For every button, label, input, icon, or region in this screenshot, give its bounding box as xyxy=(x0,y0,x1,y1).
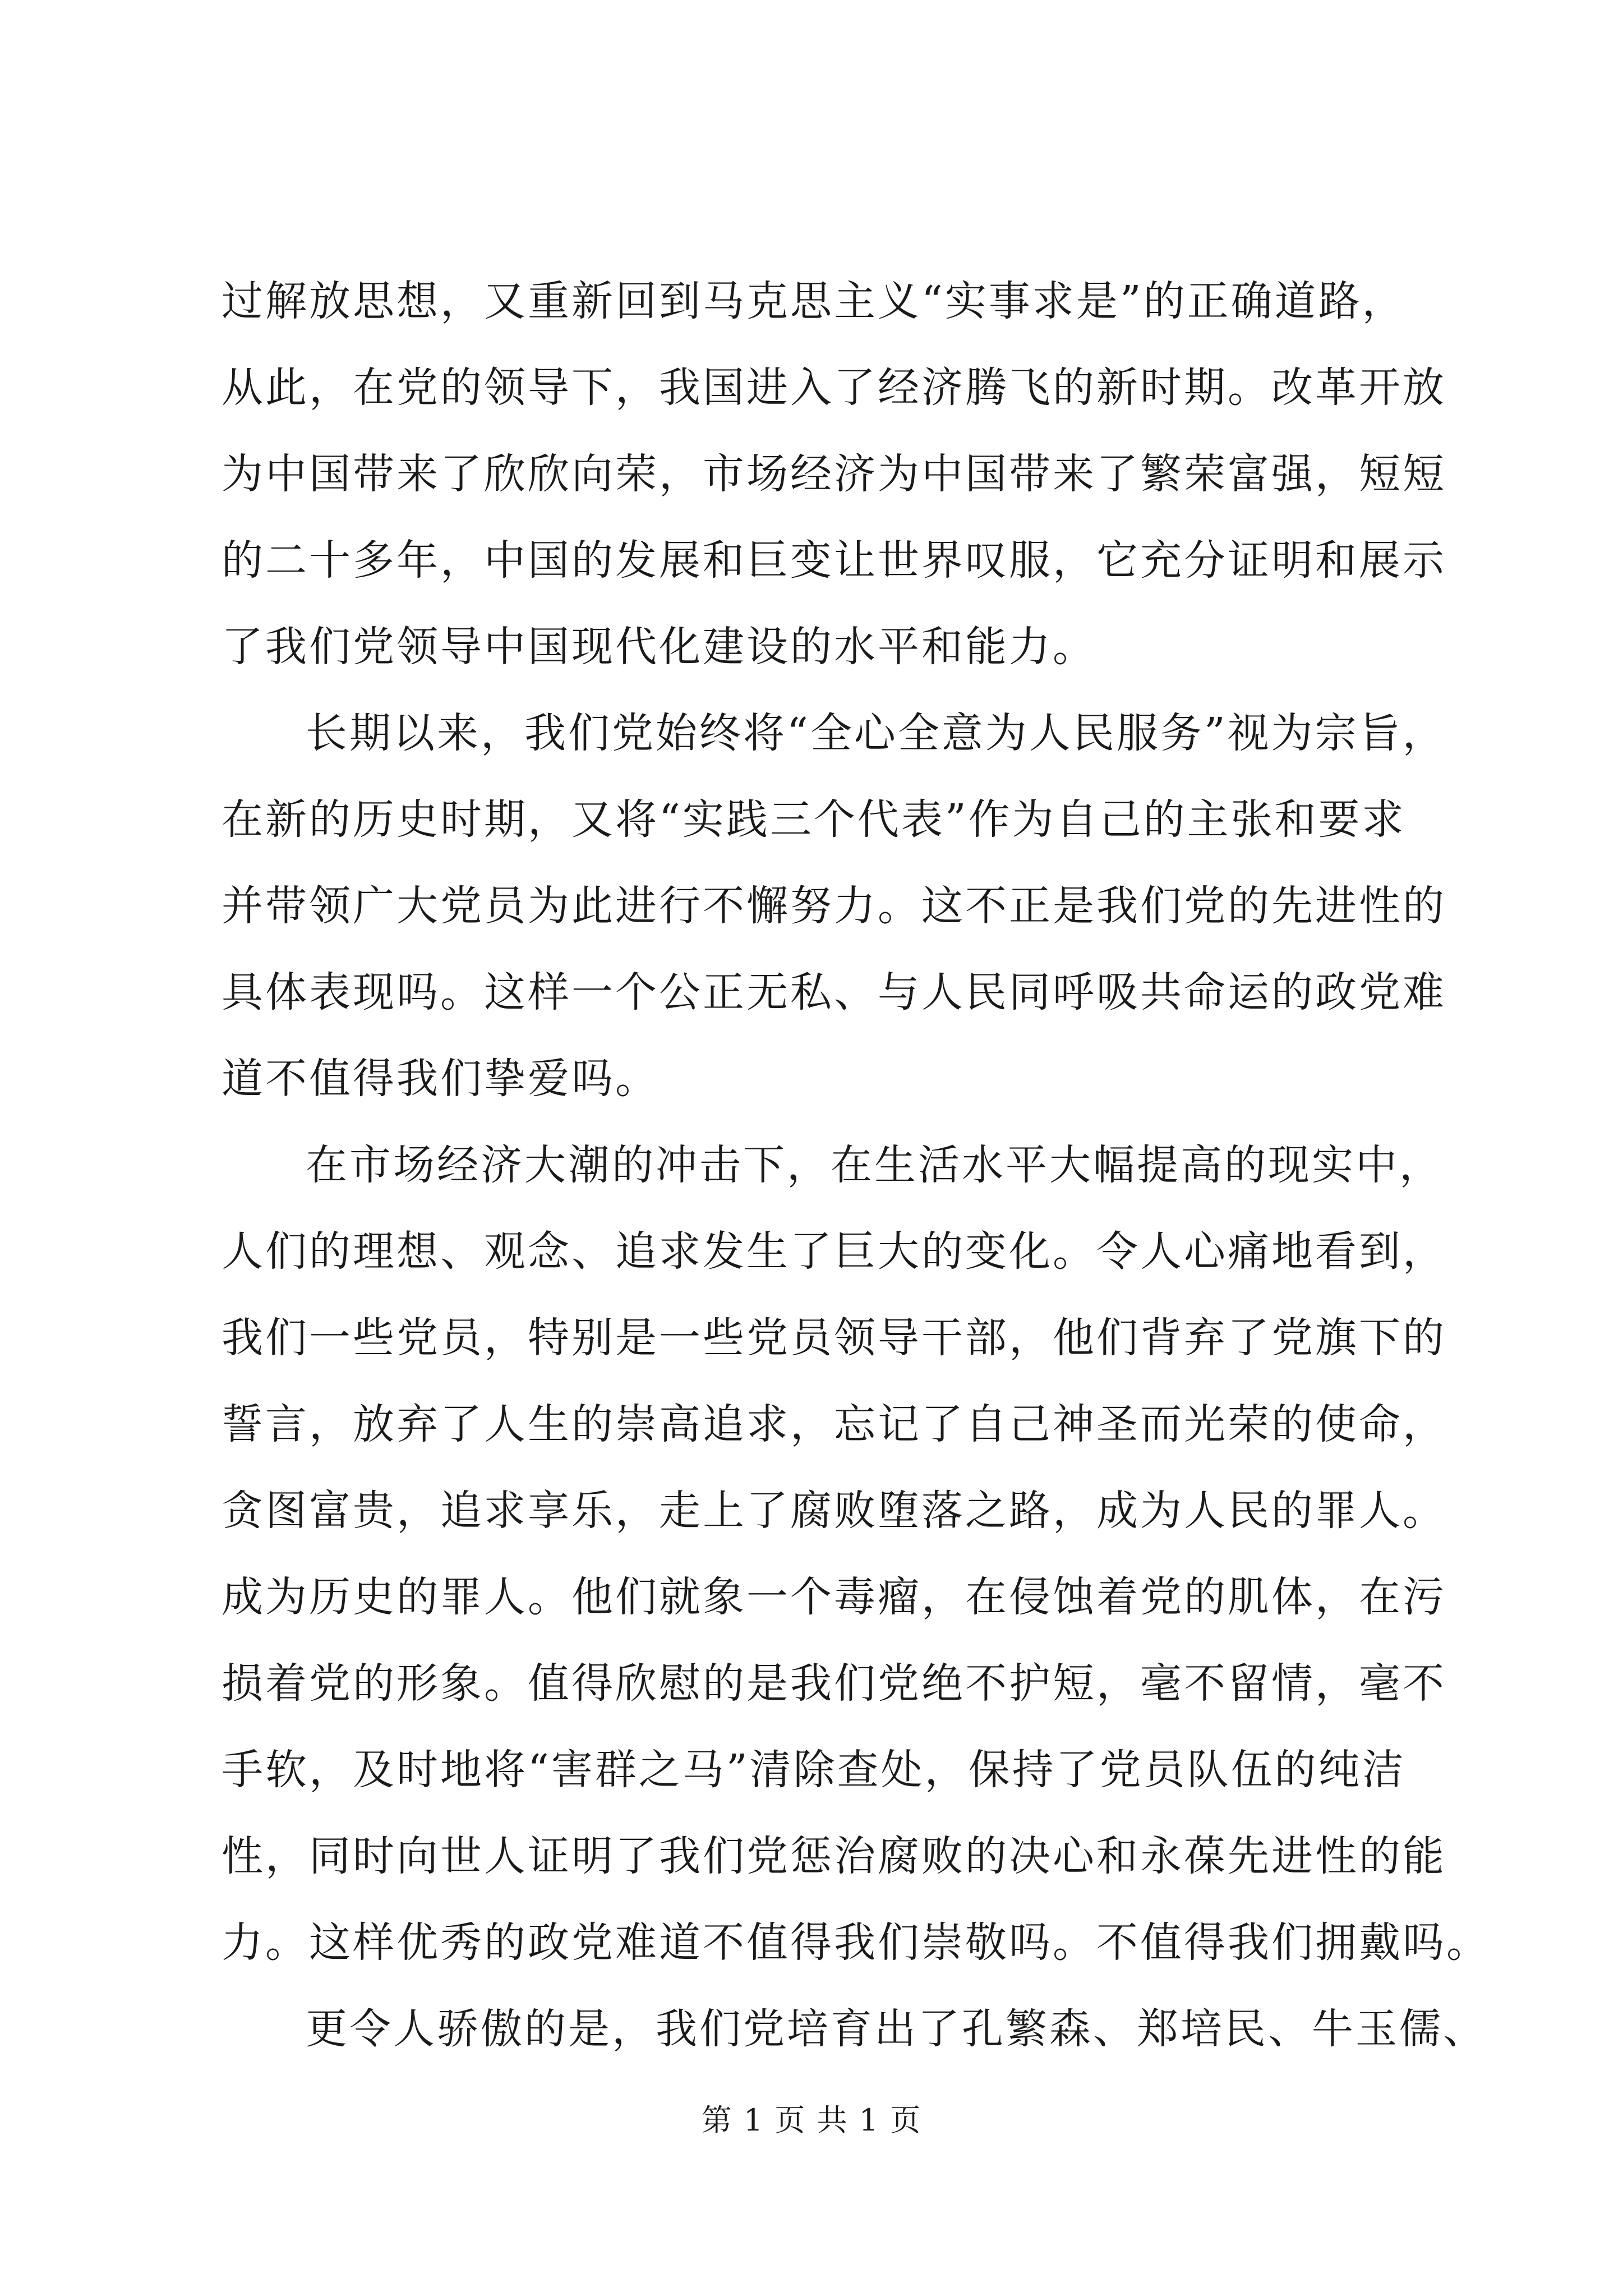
text-line: 在新的历史时期，又将“实践三个代表”作为自己的主张和要求 xyxy=(222,795,1406,844)
text-line: 为中国带来了欣欣向荣，市场经济为中国带来了繁荣富强，短短 xyxy=(222,450,1446,498)
text-line: 誓言，放弃了人生的崇高追求，忘记了自己神圣而光荣的使命， xyxy=(222,1400,1446,1448)
text-line: 力。这样优秀的政党难道不值得我们崇敬吗。不值得我们拥戴吗。 xyxy=(222,1918,1490,1967)
text-line: 具体表现吗。这样一个公正无私、与人民同呼吸共命运的政党难 xyxy=(222,968,1446,1016)
text-line: 成为历史的罪人。他们就象一个毒瘤，在侵蚀着党的肌体，在污 xyxy=(222,1573,1446,1621)
text-line: 人们的理想、观念、追求发生了巨大的变化。令人心痛地看到， xyxy=(222,1227,1446,1276)
text-line: 从此，在党的领导下，我国进入了经济腾飞的新时期。改革开放 xyxy=(222,364,1446,412)
paragraph-2 xyxy=(222,690,1446,1122)
text-line: 更令人骄傲的是，我们党培育出了孔繁森、郑培民、牛玉儒、 xyxy=(306,2005,1487,2053)
text-line: 的二十多年，中国的发展和巨变让世界叹服，它充分证明和展示 xyxy=(222,536,1446,585)
text-line: 道不值得我们挚爱吗。 xyxy=(222,1055,659,1103)
paragraph-4 xyxy=(222,1986,1487,2072)
text-line: 手软，及时地将“害群之马”清除查处，保持了党员队伍的纯洁 xyxy=(222,1746,1406,1794)
text-line: 性，同时向世人证明了我们党惩治腐败的决心和永葆先进性的能 xyxy=(222,1832,1446,1880)
text-line: 损着党的形象。值得欣慰的是我们党绝不护短，毫不留情，毫不 xyxy=(222,1659,1446,1708)
text-line: 贪图富贵，追求享乐，走上了腐败堕落之路，成为人民的罪人。 xyxy=(222,1487,1446,1535)
text-line: 在市场经济大潮的冲击下，在生活水平大幅提高的现实中， xyxy=(306,1141,1443,1189)
text-line: 我们一些党员，特别是一些党员领导干部，他们背弃了党旗下的 xyxy=(222,1314,1446,1362)
text-line: 了我们党领导中国现代化建设的水平和能力。 xyxy=(222,623,1096,671)
text-line: 长期以来，我们党始终将“全心全意为人民服务”视为宗旨， xyxy=(306,709,1446,757)
text-line: 并带领广大党员为此进行不懈努力。这不正是我们党的先进性的 xyxy=(222,882,1446,930)
paragraph-1 xyxy=(222,258,1446,690)
document-body xyxy=(222,258,1490,2072)
text-line: 过解放思想，又重新回到马克思主义“实事求是”的正确道路， xyxy=(222,277,1406,325)
page-number-footer: 第 1 页 共 1 页 xyxy=(701,2102,922,2138)
paragraph-3 xyxy=(222,1122,1490,1986)
